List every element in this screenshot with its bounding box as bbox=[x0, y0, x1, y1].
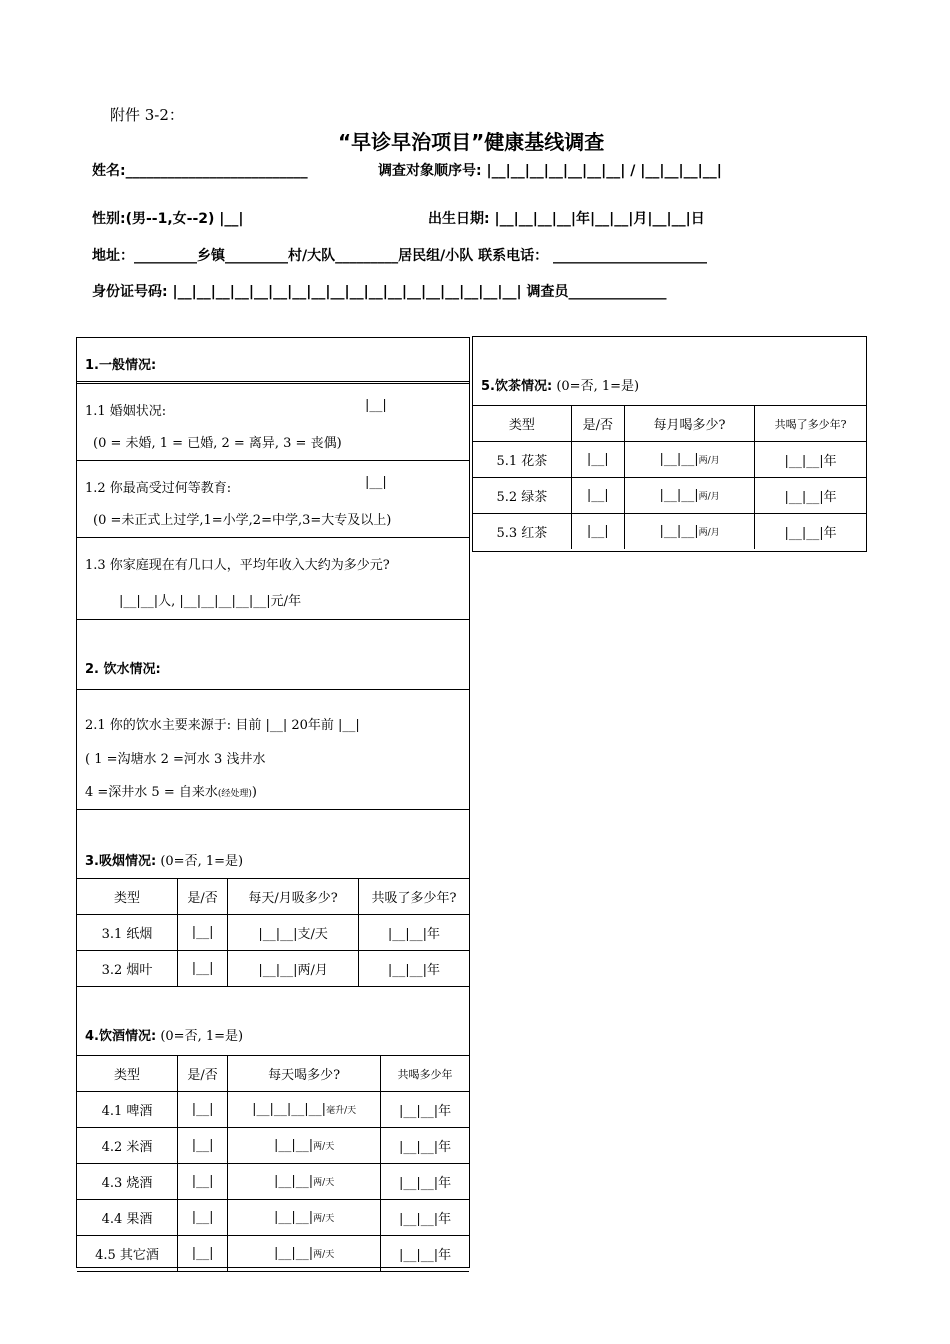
amount-box[interactable]: |__|__|两/天 bbox=[228, 1200, 381, 1236]
section-5-note: (0=否, 1=是) bbox=[556, 379, 640, 394]
years-box[interactable]: |__|__|年 bbox=[381, 1092, 469, 1128]
left-survey-panel bbox=[76, 337, 470, 1268]
row-label: 5.2 绿茶 bbox=[473, 478, 571, 514]
table-row bbox=[77, 1200, 469, 1236]
attachment-label: 附件 3-2： bbox=[110, 106, 184, 124]
table-row bbox=[77, 1092, 469, 1128]
row-label: 4.5 其它酒 bbox=[77, 1236, 178, 1272]
table-header: 共吸了多少年? bbox=[358, 879, 469, 915]
question-1-1 bbox=[77, 384, 469, 461]
table-header: 共喝多少年 bbox=[381, 1056, 469, 1092]
years-box[interactable]: |__|__|年 bbox=[381, 1164, 469, 1200]
table-row bbox=[473, 442, 866, 478]
years-box[interactable]: |__|__|年 bbox=[755, 478, 866, 514]
section-5-title-line bbox=[481, 375, 639, 394]
yes-no-box[interactable]: |__| bbox=[178, 915, 228, 951]
row-label: 4.1 啤酒 bbox=[77, 1092, 178, 1128]
right-survey-panel bbox=[472, 336, 867, 552]
row-label: 5.3 红茶 bbox=[473, 514, 571, 550]
section-3-note: (0=否, 1=是) bbox=[160, 854, 244, 869]
drinking-table bbox=[77, 1055, 469, 1272]
section-3-title-line bbox=[85, 850, 243, 869]
table-header: 每天/月吸多少? bbox=[228, 879, 359, 915]
address-field: 地址：_________乡镇_________村/大队_________居民组/小队 联系电话： ______________________ bbox=[92, 248, 707, 264]
page-title: “早诊早治项目”健康基线调查 bbox=[338, 130, 605, 154]
question-1-2-options: (0 =未正式上过学,1=小学,2=中学,3=大专及以上) bbox=[93, 513, 392, 528]
table-header-row bbox=[77, 879, 469, 915]
years-box[interactable]: |__|__|年 bbox=[381, 1236, 469, 1272]
question-1-3-label: 1.3 你家庭现在有几口人，平均年收入大约为多少元? bbox=[85, 558, 390, 573]
question-1-3 bbox=[77, 538, 469, 620]
table-header: 是/否 bbox=[571, 406, 624, 442]
table-row bbox=[77, 1128, 469, 1164]
section-2-header bbox=[77, 620, 469, 690]
section-1-title: 1.一般情况: bbox=[85, 358, 157, 373]
table-row bbox=[77, 951, 469, 987]
yes-no-box[interactable]: |__| bbox=[571, 442, 624, 478]
section-2-title: 2. 饮水情况: bbox=[85, 662, 161, 677]
row-label: 4.3 烧酒 bbox=[77, 1164, 178, 1200]
row-label: 3.2 烟叶 bbox=[77, 951, 178, 987]
table-row bbox=[77, 1164, 469, 1200]
amount-box[interactable]: |__|__|__|__|毫升/天 bbox=[228, 1092, 381, 1128]
yes-no-box[interactable]: |__| bbox=[178, 1200, 228, 1236]
years-box[interactable]: |__|__|年 bbox=[755, 442, 866, 478]
answer-box[interactable]: |__| bbox=[365, 398, 387, 413]
answer-box[interactable]: |__| bbox=[365, 475, 387, 490]
section-4-note: (0=否, 1=是) bbox=[160, 1029, 244, 1044]
row-label: 3.1 纸烟 bbox=[77, 915, 178, 951]
table-header: 类型 bbox=[77, 1056, 178, 1092]
sex-field: 性别:(男--1,女--2) |__| bbox=[92, 211, 244, 227]
yes-no-box[interactable]: |__| bbox=[571, 514, 624, 550]
amount-box[interactable]: |__|__|两/天 bbox=[228, 1128, 381, 1164]
years-box[interactable]: |__|__|年 bbox=[381, 1200, 469, 1236]
question-2-1-options-2: 4 =深井水 5 = 自来水(经处理)) bbox=[85, 785, 257, 800]
question-1-2-label: 1.2 你最高受过何等教育: bbox=[85, 481, 232, 496]
amount-box[interactable]: |__|__|两/月 bbox=[624, 514, 754, 550]
yes-no-box[interactable]: |__| bbox=[571, 478, 624, 514]
yes-no-box[interactable]: |__| bbox=[178, 1236, 228, 1272]
section-3-header bbox=[77, 810, 469, 878]
amount-box[interactable]: |__|__|两/天 bbox=[228, 1236, 381, 1272]
tea-table bbox=[473, 405, 866, 549]
amount-box[interactable]: |__|__|两/月 bbox=[624, 478, 754, 514]
table-header: 类型 bbox=[77, 879, 178, 915]
row-label: 5.1 花茶 bbox=[473, 442, 571, 478]
amount-box[interactable]: |__|__|两/月 bbox=[624, 442, 754, 478]
table-header: 是/否 bbox=[178, 1056, 228, 1092]
table-header: 是/否 bbox=[178, 879, 228, 915]
table-header: 类型 bbox=[473, 406, 571, 442]
section-4-title: 4.饮酒情况: bbox=[85, 1029, 157, 1044]
yes-no-box[interactable]: |__| bbox=[178, 951, 228, 987]
question-2-1-label[interactable]: 2.1 你的饮水主要来源于: 目前 |__| 20年前 |__| bbox=[85, 718, 360, 733]
section-3-title: 3.吸烟情况: bbox=[85, 854, 157, 869]
yes-no-box[interactable]: |__| bbox=[178, 1128, 228, 1164]
amount-box[interactable]: |__|__|两/月 bbox=[228, 951, 359, 987]
years-box[interactable]: |__|__|年 bbox=[358, 951, 469, 987]
id-field: 身份证号码: |__|__|__|__|__|__|__|__|__|__|__|__|__|__|__|__|__|__| 调查员______________ bbox=[92, 284, 667, 300]
section-1-header bbox=[77, 338, 469, 384]
table-header: 每月喝多少? bbox=[624, 406, 754, 442]
section-4-header bbox=[77, 985, 469, 1055]
amount-box[interactable]: |__|__|支/天 bbox=[228, 915, 359, 951]
table-header-row bbox=[77, 1056, 469, 1092]
dob-field: 出生日期: |__|__|__|__|年|__|__|月|__|__|日 bbox=[428, 211, 705, 227]
question-2-1 bbox=[77, 690, 469, 810]
table-row bbox=[473, 514, 866, 550]
years-box[interactable]: |__|__|年 bbox=[381, 1128, 469, 1164]
table-row bbox=[77, 1236, 469, 1272]
question-1-2 bbox=[77, 461, 469, 538]
table-header: 每天喝多少? bbox=[228, 1056, 381, 1092]
table-row bbox=[77, 915, 469, 951]
question-1-3-answer[interactable]: |__|__|人, |__|__|__|__|__|元/年 bbox=[119, 594, 302, 609]
yes-no-box[interactable]: |__| bbox=[178, 1164, 228, 1200]
years-box[interactable]: |__|__|年 bbox=[755, 514, 866, 550]
amount-box[interactable]: |__|__|两/天 bbox=[228, 1164, 381, 1200]
table-header-row bbox=[473, 406, 866, 442]
yes-no-box[interactable]: |__| bbox=[178, 1092, 228, 1128]
smoking-table bbox=[77, 878, 469, 987]
section-5-header bbox=[473, 337, 866, 405]
name-field: 姓名:__________________________ bbox=[92, 163, 308, 179]
question-1-1-label: 1.1 婚姻状况: bbox=[85, 404, 167, 419]
table-row bbox=[473, 478, 866, 514]
years-box[interactable]: |__|__|年 bbox=[358, 915, 469, 951]
sequence-field: 调查对象顺序号: |__|__|__|__|__|__|__| / |__|__|__|__| bbox=[378, 163, 722, 179]
row-label: 4.2 米酒 bbox=[77, 1128, 178, 1164]
section-5-title: 5.饮茶情况: bbox=[481, 379, 553, 394]
row-label: 4.4 果酒 bbox=[77, 1200, 178, 1236]
question-1-1-options: (0 = 未婚, 1 = 已婚, 2 = 离异, 3 = 丧偶) bbox=[93, 436, 342, 451]
question-2-1-options-1: ( 1 =沟塘水 2 =河水 3 浅井水 bbox=[85, 752, 266, 767]
section-4-title-line bbox=[85, 1025, 243, 1044]
table-header: 共喝了多少年? bbox=[755, 406, 866, 442]
